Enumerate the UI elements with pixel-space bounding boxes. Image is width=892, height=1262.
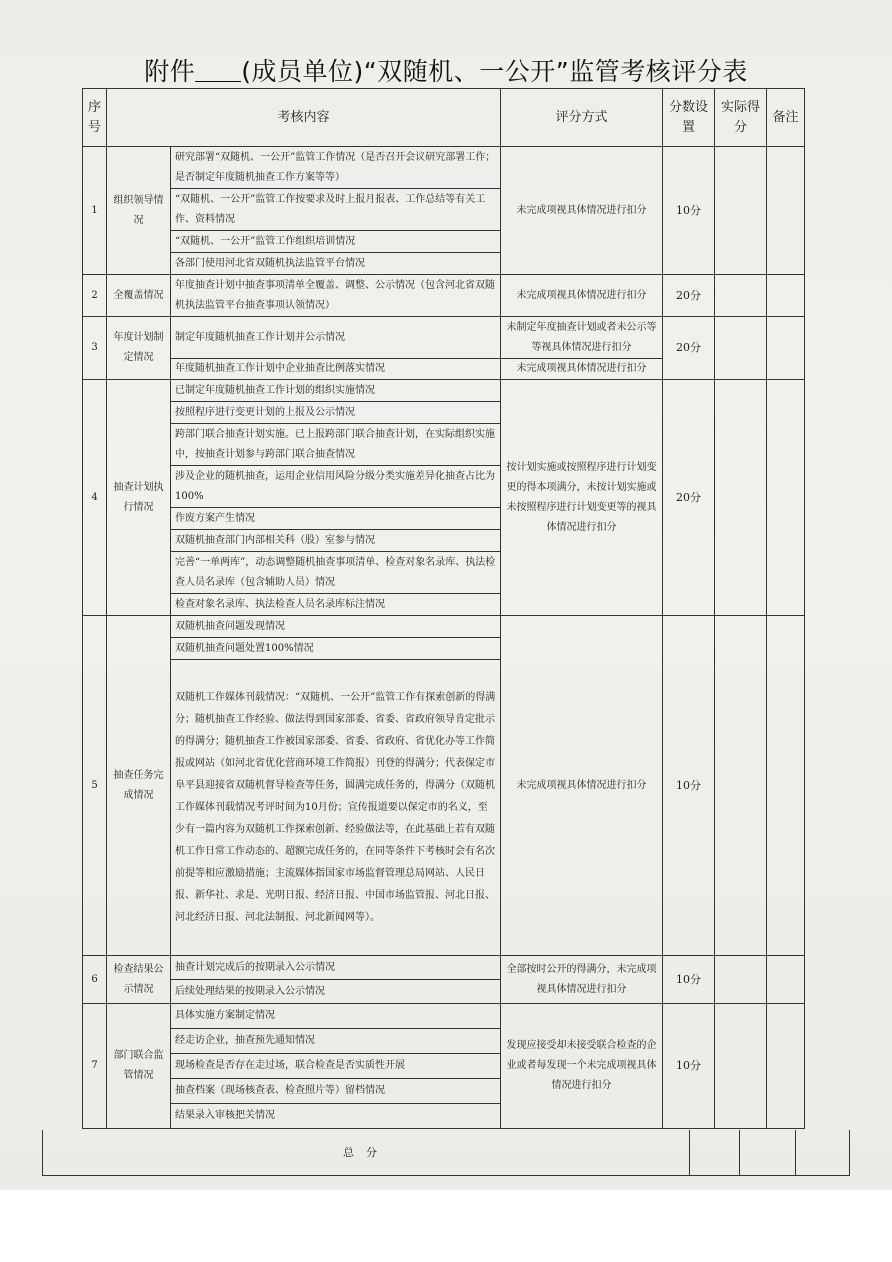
header-method: 评分方式 [501,89,663,147]
section-no: 7 [83,1004,107,1129]
actual-score-cell[interactable] [715,275,767,317]
total-points-cell [689,1130,690,1175]
total-remark-cell[interactable] [795,1130,796,1175]
section-category: 检查结果公示情况 [107,956,171,1004]
scoring-method: 未制定年度抽查计划或者未公示等等视具体情况进行扣分 [501,317,663,359]
section-no: 1 [83,147,107,275]
section-category: 组织领导情况 [107,147,171,275]
points-value: 20分 [663,275,715,317]
scoring-method: 未完成项视具体情况进行扣分 [501,616,663,956]
check-item: 检查对象名录库、执法检查人员名录库标注情况 [171,594,501,616]
check-item: 按照程序进行变更计划的上报及公示情况 [171,402,501,424]
check-item: 已制定年度随机抽查工作计划的组织实施情况 [171,380,501,402]
points-value: 10分 [663,956,715,1004]
points-value: 20分 [663,317,715,380]
title-prefix: 附件 [144,57,196,86]
check-item: 制定年度随机抽查工作计划并公示情况 [171,317,501,359]
table-row [83,275,805,317]
remark-cell[interactable] [767,616,805,956]
points-value: 20分 [663,380,715,616]
check-item: 双随机抽查问题处置100%情况 [171,638,501,660]
actual-score-cell[interactable] [715,956,767,1004]
check-item: 抽查档案（现场核查表、检查照片等）留档情况 [171,1079,501,1104]
check-item: 作废方案产生情况 [171,508,501,530]
check-item: “双随机、一公开”监管工作按要求及时上报月报表、工作总结等有关工作、资料情况 [171,189,501,231]
scoring-method: 发现应接受却未接受联合检查的企业或者每发现一个未完成项视具体情况进行扣分 [501,1004,663,1129]
remark-cell[interactable] [767,1004,805,1129]
points-value: 10分 [663,147,715,275]
scoring-method: 全部按时公开的得满分，未完成项视具体情况进行扣分 [501,956,663,1004]
section-category: 抽查任务完成情况 [107,616,171,956]
check-item: 双随机工作媒体刊载情况：“双随机、一公开”监管工作有探索创新的得满分；随机抽查工作经验、做法得到国家部委、省委、省政府领导肯定批示的得满分；随机抽查工作被国家部委、省委、省政府、省优化办等工作简报或网站（如河北省优化营商环境工作简报）刊登的得满分；代表保定市阜平县迎接省双随机督导检查等任务，圆满完成任务的，得满分（双随机工作媒体刊载情况考评时间为10月份；宣传报道要以保定市的名义，至少有一篇内容为双随机工作探索创新、经验做法等，在此基础上若有双随机工作日常工作动态的、超额完成任务的，在同等条件下考核时会有名次前提等相应激励措施；主流媒体指国家市场监督管理总局网站、人民日报、新华社、求是、光明日报、经济日报、中国市场监管报、河北日报、河北经济日报、河北法制报、河北新闻网等）。 [171,660,501,956]
total-row [42,1130,850,1176]
check-item: 年度随机抽查工作计划中企业抽查比例落实情况 [171,359,501,380]
check-item: 经走访企业，抽查预先通知情况 [171,1029,501,1054]
actual-score-cell[interactable] [715,147,767,275]
remark-cell[interactable] [767,380,805,616]
table-row [83,1004,805,1029]
points-value: 10分 [663,616,715,956]
check-item: 涉及企业的随机抽查，运用企业信用风险分级分类实施差异化抽查占比为100% [171,466,501,508]
actual-score-cell[interactable] [715,616,767,956]
section-category: 年度计划制定情况 [107,317,171,380]
scoring-table [82,88,805,1129]
check-item: 完善“一单两库”，动态调整随机抽查事项清单、检查对象名录库、执法检查人员名录库（包含辅助人员）情况 [171,552,501,594]
table-row [83,317,805,359]
scoring-method: 未完成项视具体情况进行扣分 [501,275,663,317]
points-value: 10分 [663,1004,715,1129]
table-row [83,956,805,980]
actual-score-cell[interactable] [715,1004,767,1129]
check-item: 双随机抽查部门内部相关科（股）室参与情况 [171,530,501,552]
table-row [83,380,805,402]
table-row [83,616,805,638]
scoring-method: 按计划实施或按照程序进行计划变更的得本项满分，未按计划实施或未按照程序进行计划变更等的视具体情况进行扣分 [501,380,663,616]
section-category: 部门联合监管情况 [107,1004,171,1129]
check-item: 结果录入审核把关情况 [171,1104,501,1129]
total-label: 总分 [343,1146,389,1159]
remark-cell[interactable] [767,956,805,1004]
header-actual: 实际得分 [715,89,767,147]
actual-score-cell[interactable] [715,380,767,616]
check-item: “双随机、一公开”监管工作组织培训情况 [171,231,501,253]
scoring-method: 未完成项视具体情况进行扣分 [501,359,663,380]
check-item: 具体实施方案制定情况 [171,1004,501,1029]
header-remark: 备注 [767,89,805,147]
check-item: 后续处理结果的按期录入公示情况 [171,980,501,1004]
check-item: 跨部门联合抽查计划实施。已上报跨部门联合抽查计划，在实际组织实施中，按抽查计划参与跨部门联合抽查情况 [171,424,501,466]
header-row [83,89,805,147]
section-no: 2 [83,275,107,317]
section-no: 6 [83,956,107,1004]
remark-cell[interactable] [767,317,805,380]
header-points: 分数设置 [663,89,715,147]
section-no: 4 [83,380,107,616]
table-row [83,147,805,189]
total-actual-cell[interactable] [739,1130,740,1175]
check-item: 抽查计划完成后的按期录入公示情况 [171,956,501,980]
scoring-method: 未完成项视具体情况进行扣分 [501,147,663,275]
section-no: 5 [83,616,107,956]
unit-name-blank [195,61,241,82]
header-content: 考核内容 [107,89,501,147]
check-item: 双随机抽查问题发现情况 [171,616,501,638]
remark-cell[interactable] [767,147,805,275]
check-item: 现场检查是否存在走过场，联合检查是否实质性开展 [171,1054,501,1079]
section-category: 抽查计划执行情况 [107,380,171,616]
title-suffix: (成员单位)“双随机、一公开”监管考核评分表 [241,57,748,86]
header-no: 序号 [83,89,107,147]
actual-score-cell[interactable] [715,317,767,380]
section-no: 3 [83,317,107,380]
remark-cell[interactable] [767,275,805,317]
section-category: 全覆盖情况 [107,275,171,317]
check-item: 年度抽查计划中抽查事项清单全覆盖、调整、公示情况（包含河北省双随机执法监管平台抽查事项认领情况） [171,275,501,317]
check-item: 研究部署“双随机、一公开”监管工作情况（是否召开会议研究部署工作；是否制定年度随机抽查工作方案等等） [171,147,501,189]
check-item: 各部门使用河北省双随机执法监管平台情况 [171,253,501,275]
page-title [0,52,892,88]
